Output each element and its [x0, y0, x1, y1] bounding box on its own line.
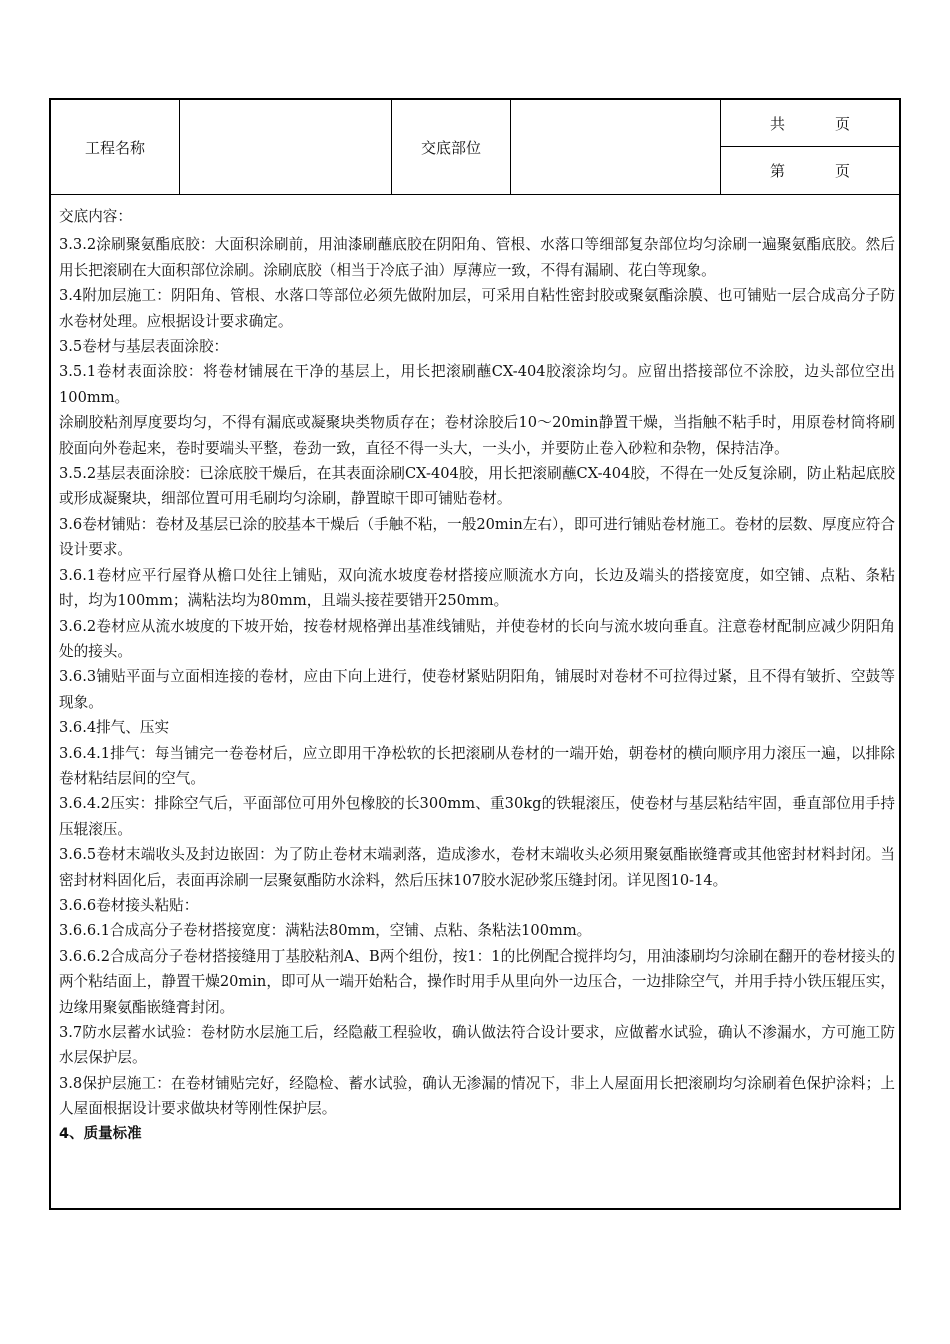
paragraph: 3.6.4.2压实：排除空气后，平面部位可用外包橡胶的长300mm、重30kg的铁辊滚压，使卷材与基层粘结牢固，垂直部位用手持压辊滚压。 [59, 795, 895, 838]
paragraph: 3.4附加层施工：阴阳角、管根、水落口等部位必须先做附加层，可采用自粘性密封胶或聚氨酯涂膜、也可铺贴一层合成高分子防水卷材处理。应根据设计要求确定。 [59, 287, 895, 330]
location-value [511, 100, 721, 194]
paragraph: 3.6卷材铺贴：卷材及基层已涂的胶基本干燥后（手触不粘，一般20min左右），即可进行铺贴卷材施工。卷材的层数、厚度应符合设计要求。 [59, 515, 895, 559]
disclosure-content [59, 204, 895, 1147]
paragraph: 3.6.2卷材应从流水坡度的下坡开始，按卷材规格弹出基准线铺贴，并使卷材的长向与流水坡向垂直。注意卷材配制应减少阴阳角处的接头。 [59, 617, 895, 660]
form-header-row [51, 100, 899, 195]
paragraph: 3.5卷材与基层表面涂胶： [59, 338, 229, 356]
paragraph: 3.6.5卷材末端收头及封边嵌固：为了防止卷材末端剥落，造成渗水，卷材末端收头必须用聚氨酯嵌缝膏或其他密封材料封闭。当密封材料固化后，表面再涂刷一层聚氨酯防水涂料，然后压抹107胶水泥砂浆压缝封闭。详见图10-14。 [59, 846, 895, 889]
page-number-label-1: 第 [770, 161, 786, 180]
paragraph: 3.6.6.2合成高分子卷材搭接缝用丁基胶粘剂A、B两个组份，按1：1的比例配合搅拌均匀，用油漆刷均匀涂刷在翻开的卷材接头的两个粘结面上，静置干燥20min，即可从一端开始粘合，操作时用手从里向外一边压合，一边排除空气，并用手持小铁压辊压实，边缘用聚氨酯嵌缝膏封闭。 [59, 947, 895, 1016]
location-label: 交底部位 [420, 138, 481, 157]
paragraph: 涂刷胶粘剂厚度要均匀，不得有漏底或凝聚块类物质存在；卷材涂胶后10～20min静置干燥，当指触不粘手时，用原卷材筒将刷胶面向外卷起来，卷时要端头平整，卷劲一致，直径不得一头大，一头小，并要防止卷入砂粒和杂物，保持洁净。 [59, 414, 895, 457]
paragraph: 3.5.1卷材表面涂胶：将卷材铺展在干净的基层上，用长把滚刷蘸CX-404胶滚涂均匀。应留出搭接部位不涂胶，边头部位空出100mm。 [59, 363, 895, 406]
page-number-cell [721, 147, 899, 193]
paragraph: 3.7防水层蓄水试验：卷材防水层施工后，经隐蔽工程验收，确认做法符合设计要求，应做蓄水试验，确认不渗漏水，方可施工防水层保护层。 [59, 1024, 895, 1067]
disclosure-form-table [49, 98, 901, 1210]
total-pages-label-1: 共 [770, 114, 786, 133]
paragraph: 3.5.2基层表面涂胶：已涂底胶干燥后，在其表面涂刷CX-404胶，用长把滚刷蘸CX-404胶，不得在一处反复涂刷，防止粘起底胶或形成凝聚块，细部位置可用毛刷均匀涂刷，静置晾干即可铺贴卷材。 [59, 465, 895, 508]
paragraph: 3.8保护层施工：在卷材铺贴完好，经隐检、蓄水试验，确认无渗漏的情况下，非上人屋面用长把滚刷均匀涂刷着色保护涂料；上人屋面根据设计要求做块材等刚性保护层。 [59, 1074, 895, 1118]
paragraph: 3.6.6卷材接头粘贴： [59, 896, 199, 914]
content-title: 交底内容： [59, 208, 132, 225]
page-number-label-2: 页 [835, 161, 851, 180]
total-pages-label-2: 页 [835, 114, 851, 133]
paragraph: 3.6.4.1排气：每当铺完一卷卷材后，应立即用干净松软的长把滚刷从卷材的一端开始，朝卷材的横向顺序用力滚压一遍，以排除卷材粘结层间的空气。 [59, 744, 895, 787]
paragraph: 3.6.1卷材应平行屋脊从檐口处往上铺贴，双向流水坡度卷材搭接应顺流水方向，长边及端头的搭接宽度，如空铺、点粘、条粘时，均为100mm；满粘法均为80mm，且端头接茬要错开250mm。 [59, 566, 895, 610]
total-pages-cell [721, 100, 899, 146]
section-heading: 4、质量标准 [59, 1125, 142, 1142]
project-name-value [180, 100, 391, 194]
paragraph: 3.6.6.1合成高分子卷材搭接宽度：满粘法80mm，空铺、点粘、条粘法100mm。 [59, 922, 592, 940]
project-name-label: 工程名称 [84, 138, 145, 157]
paragraph: 3.6.4排气、压实 [59, 719, 170, 737]
paragraph: 3.6.3铺贴平面与立面相连接的卷材，应由下向上进行，使卷材紧贴阴阳角，铺展时对卷材不可拉得过紧，且不得有皱折、空鼓等现象。 [59, 668, 895, 711]
paragraph: 3.3.2涂刷聚氨酯底胶：大面积涂刷前，用油漆刷蘸底胶在阴阳角、管根、水落口等细部复杂部位均匀涂刷一遍聚氨酯底胶。然后用长把滚刷在大面积部位涂刷。涂刷底胶（相当于冷底子油）厚薄应一致，不得有漏刷、花白等现象。 [59, 236, 895, 279]
